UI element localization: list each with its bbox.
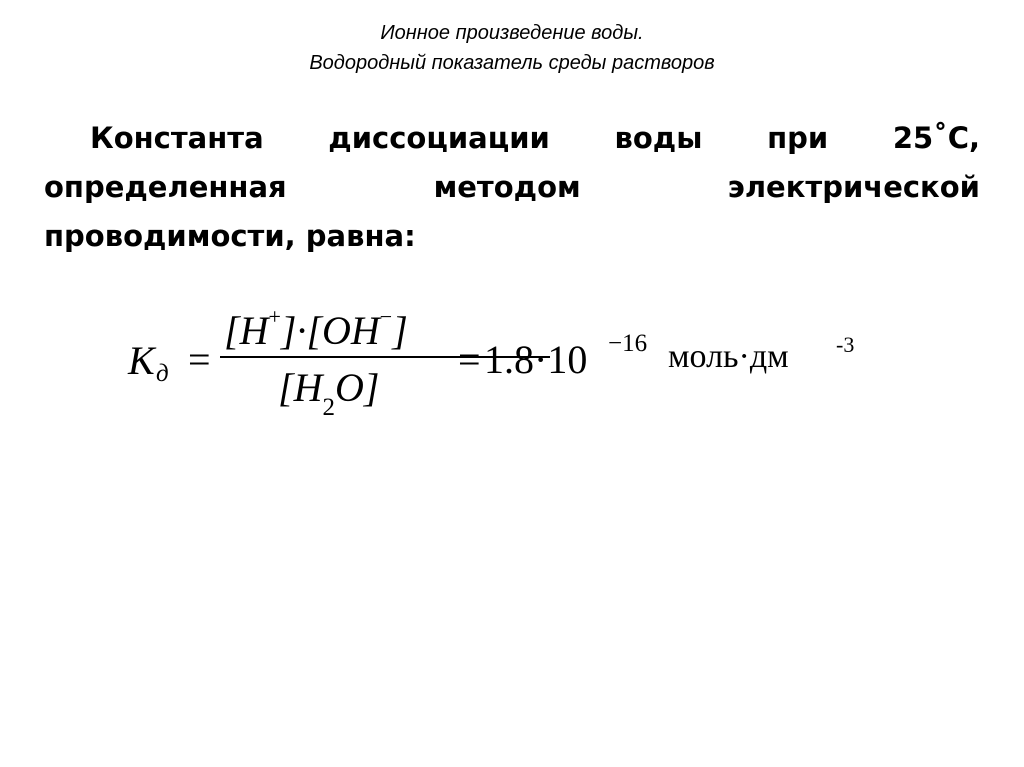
word: 25˚С, bbox=[892, 121, 980, 155]
numerator-mid: ]·[OH bbox=[280, 308, 380, 353]
paragraph-line-1 bbox=[44, 114, 980, 163]
denominator-close: O] bbox=[334, 365, 380, 410]
word: при bbox=[767, 121, 829, 155]
numerator-open: [H bbox=[224, 308, 269, 353]
numerator-close: ] bbox=[392, 308, 408, 353]
constant-exponent: −16 bbox=[608, 330, 648, 357]
word: воды bbox=[614, 121, 703, 155]
word: электрической bbox=[727, 170, 980, 204]
slide-title-line-2: Водородный показатель среды растворов bbox=[309, 52, 715, 74]
k-symbol: K bbox=[128, 338, 155, 383]
paragraph-line-3 bbox=[44, 212, 980, 261]
denominator-open: [H bbox=[278, 365, 323, 410]
word: определенная bbox=[44, 170, 287, 204]
fraction-denominator bbox=[278, 364, 379, 422]
constant-value: 1.8·10 bbox=[484, 337, 588, 382]
h-charge: + bbox=[268, 304, 281, 329]
word: методом bbox=[433, 170, 581, 204]
dissociation-constant-formula bbox=[128, 304, 888, 424]
unit: моль·дм bbox=[668, 338, 789, 375]
word: Константа bbox=[90, 121, 264, 155]
equals-sign: = bbox=[188, 337, 211, 382]
k-subscript: д bbox=[156, 360, 169, 387]
slide-title bbox=[0, 18, 1024, 78]
word: диссоциации bbox=[328, 121, 550, 155]
equals-sign-2: = bbox=[458, 337, 481, 382]
body-paragraph bbox=[44, 114, 980, 261]
word: проводимости, равна: bbox=[44, 219, 416, 253]
slide-title-line-1: Ионное произведение воды. bbox=[380, 22, 644, 44]
paragraph-line-2 bbox=[44, 163, 980, 212]
unit-exponent: -3 bbox=[836, 332, 855, 357]
oh-charge: − bbox=[379, 304, 393, 329]
fraction-numerator bbox=[224, 304, 408, 354]
water-subscript: 2 bbox=[322, 394, 335, 421]
